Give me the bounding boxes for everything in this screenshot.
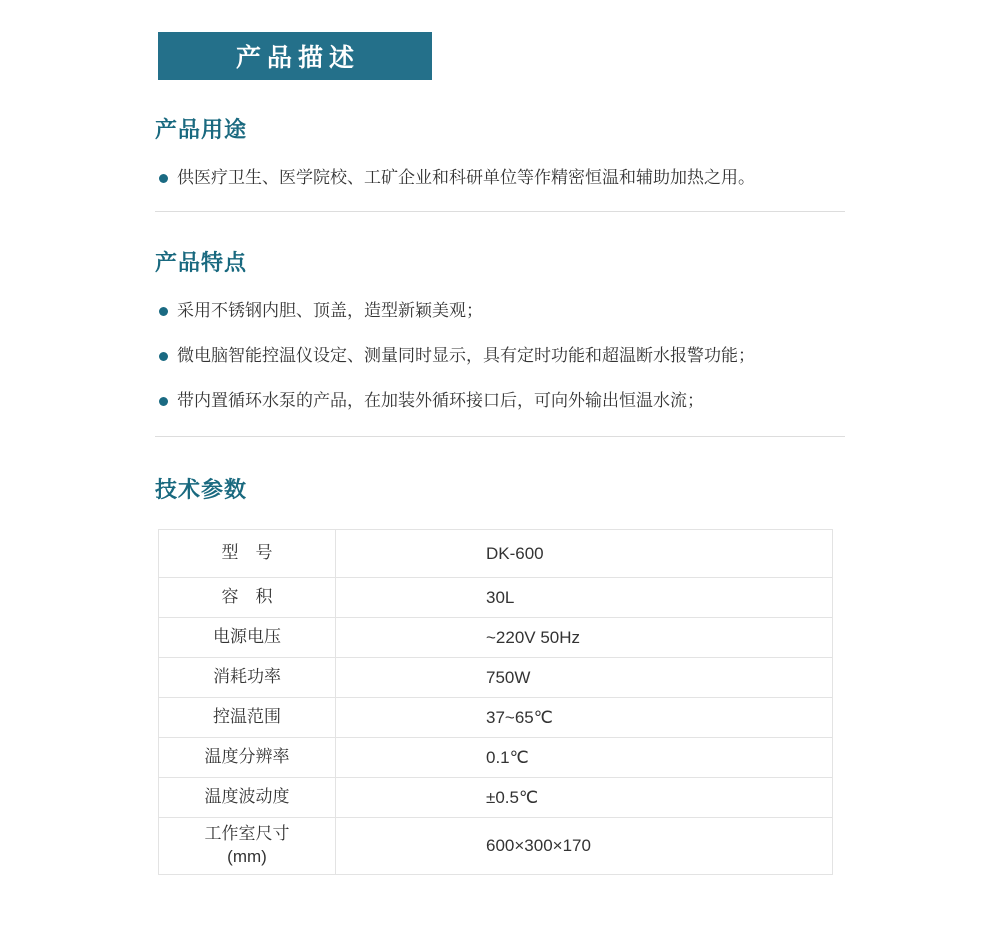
spec-label: 电源电压 [159,618,336,658]
list-item [159,300,483,322]
spec-label [159,818,336,875]
product-description-banner [158,32,432,80]
section-title-features: 产品特点 [155,250,248,275]
section-divider [155,211,845,212]
spec-value: 600×300×170 [336,818,833,875]
list-item-text: 供医疗卫生、医学院校、工矿企业和科研单位等作精密恒温和辅助加热之用。 [177,168,755,187]
table-row [159,658,833,698]
bullet-dot-icon [159,352,168,361]
bullet-dot-icon [159,307,168,316]
table-row [159,530,833,578]
spec-label: 容 积 [159,578,336,618]
table-row [159,778,833,818]
spec-label: 控温范围 [159,698,336,738]
bullet-dot-icon [159,174,168,183]
spec-value: ~220V 50Hz [336,618,833,658]
list-item [159,390,704,412]
spec-value: 37~65℃ [336,698,833,738]
section-title-usage: 产品用途 [155,117,248,142]
spec-label-line1: 工作室尺寸 [204,824,290,844]
spec-value: 750W [336,658,833,698]
spec-label: 型 号 [159,530,336,578]
table-row [159,578,833,618]
table-row [159,738,833,778]
table-row [159,618,833,658]
spec-value: 0.1℃ [336,738,833,778]
spec-label: 温度波动度 [159,778,336,818]
table-row [159,818,833,875]
list-item-text: 微电脑智能控温仪设定、测量同时显示，具有定时功能和超温断水报警功能； [177,346,755,365]
spec-value: 30L [336,578,833,618]
list-item [159,167,755,189]
section-divider [155,436,845,437]
section-title-specs: 技术参数 [155,477,248,502]
spec-label: 温度分辨率 [159,738,336,778]
list-item [159,345,755,367]
spec-value: ±0.5℃ [336,778,833,818]
banner-title: 产品描述 [235,44,360,72]
spec-value: DK-600 [336,530,833,578]
list-item-text: 采用不锈钢内胆、顶盖，造型新颖美观； [177,301,483,320]
spec-label-line2: (mm) [227,847,267,866]
specs-table [158,529,833,875]
spec-label: 消耗功率 [159,658,336,698]
list-item-text: 带内置循环水泵的产品，在加装外循环接口后，可向外输出恒温水流； [177,391,704,410]
bullet-dot-icon [159,397,168,406]
table-row [159,698,833,738]
